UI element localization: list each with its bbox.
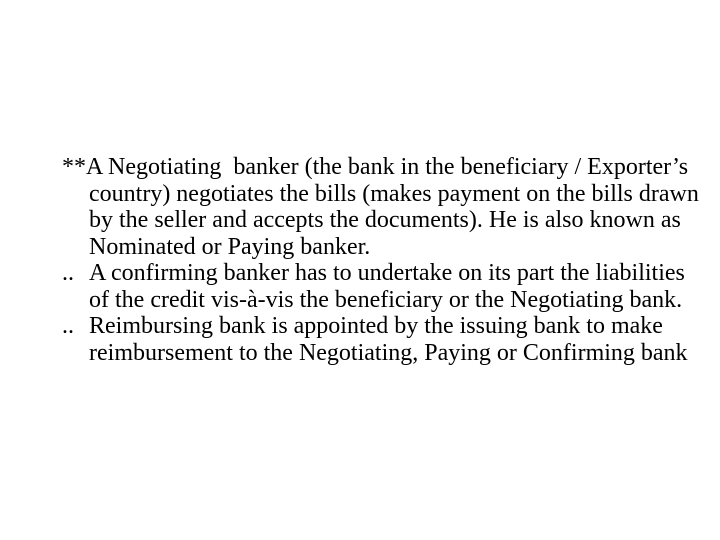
paragraph-text: **A Negotiating banker (the bank in the beneficiary / Exporter’s country) negotiates the bills (makes payment on the bills drawn by the seller and accepts the documents). He is also known as Nominated or Paying banker.	[62, 154, 705, 260]
paragraph-text: Reimbursing bank is appointed by the issuing bank to make reimbursement to the Negotiating, Paying or Confirming bank	[89, 313, 688, 366]
bullet-marker: ..	[62, 260, 74, 286]
paragraph-text: A confirming banker has to undertake on its part the liabilities of the credit vis-à-vis the beneficiary or the Negotiating bank.	[89, 260, 685, 313]
paragraph-negotiating-banker	[62, 154, 705, 260]
paragraph-confirming-banker	[62, 260, 702, 313]
slide-body-text	[62, 154, 705, 366]
paragraph-reimbursing-bank	[62, 313, 702, 366]
bullet-marker: ..	[62, 313, 74, 339]
